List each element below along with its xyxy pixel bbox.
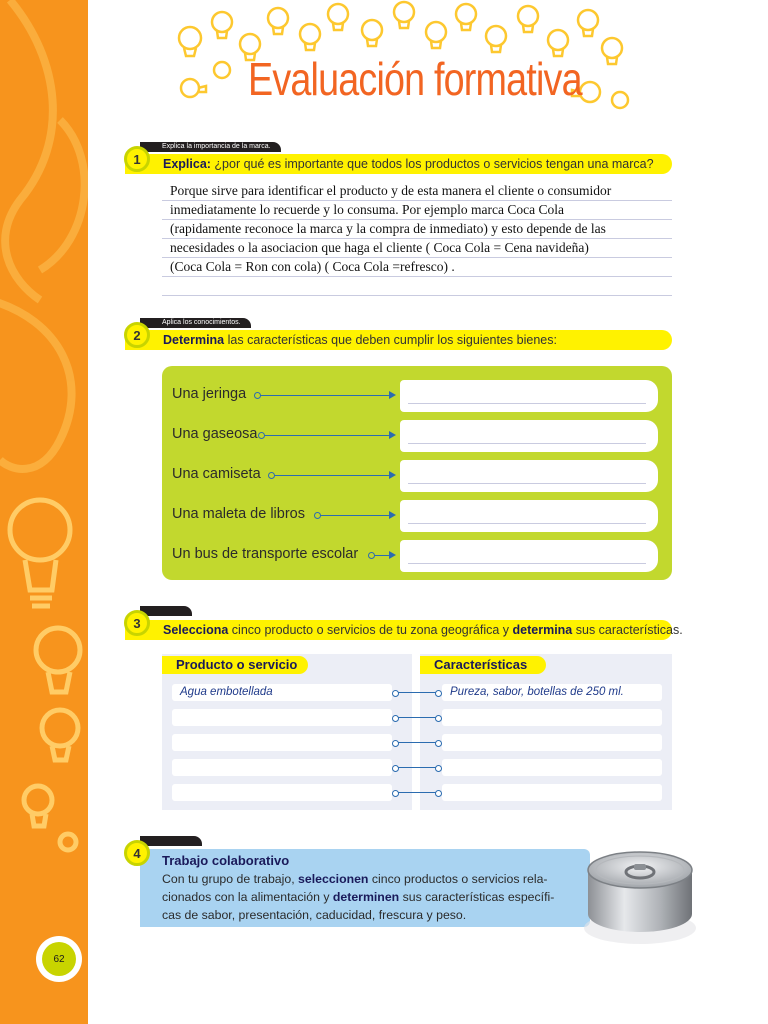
connector-icon	[396, 742, 438, 743]
q1-tab: Explica la importancia de la marca.	[140, 142, 281, 152]
connector-icon	[396, 717, 438, 718]
q4-text-3: sus características específi-cas de sabor, presentación, caducidad, frescura y peso.	[162, 890, 555, 922]
answer-line: inmediatamente lo recuerde y lo consuma. Por ejemplo marca Coca Cola	[162, 201, 672, 220]
q2-tab: Aplica los conocimientos.	[140, 318, 251, 328]
q3-prompt-bold-2: determina	[512, 623, 573, 637]
q2-item-row	[162, 538, 672, 572]
q3-col2-header: Características	[420, 656, 546, 674]
q3-prompt-bold-1: Selecciona	[163, 623, 229, 637]
connector-icon	[396, 792, 438, 793]
q3-product-cell[interactable]	[172, 709, 392, 726]
q3-product-cell[interactable]	[172, 759, 392, 776]
q1-number-badge: 1	[124, 146, 150, 172]
q2-item-label: Una jeringa	[172, 386, 247, 402]
connector-icon	[396, 692, 438, 693]
q2-number-badge: 2	[124, 322, 150, 348]
tin-can-image	[580, 828, 700, 946]
q2-item-row	[162, 418, 672, 452]
q2-answer-field[interactable]	[400, 540, 658, 572]
arrow-icon	[258, 395, 394, 396]
answer-line	[162, 277, 672, 296]
q3-product-cell[interactable]	[172, 784, 392, 801]
q2-item-row	[162, 378, 672, 412]
q1-prompt-text: ¿por qué es importante que todos los productos o servicios tengan una marca?	[210, 157, 654, 171]
q4-bold-2: determinen	[332, 890, 400, 904]
q2-prompt-bold: Determina	[163, 333, 225, 347]
q2-item-label: Un bus de transporte escolar	[172, 546, 359, 562]
q1-prompt	[125, 154, 672, 174]
q2-item-label: Una camiseta	[172, 466, 261, 482]
q4-text-1: Con tu grupo de trabajo,	[162, 872, 299, 886]
q3-features-cell[interactable]	[442, 734, 662, 751]
q1-answer-area[interactable]	[162, 182, 672, 296]
connector-icon	[396, 767, 438, 768]
q3-features-cell[interactable]: Pureza, sabor, botellas de 250 ml.	[442, 684, 662, 701]
arrow-icon	[372, 555, 394, 556]
q4-number-badge: 4	[124, 840, 150, 866]
arrow-icon	[262, 435, 394, 436]
answer-line: (rapidamente reconoce la marca y la compra de inmediato) y esto depende de las	[162, 220, 672, 239]
q4-tab	[140, 836, 202, 846]
q3-product-cell[interactable]: Agua embotellada	[172, 684, 392, 701]
q2-item-label: Una maleta de libros	[172, 506, 305, 522]
side-decoration-bar	[0, 0, 88, 1024]
page-number-label: 62	[42, 942, 76, 976]
q2-item-label: Una gaseosa	[172, 426, 258, 442]
arrow-icon	[318, 515, 394, 516]
answer-line: necesidades o la asociacion que haga el cliente ( Coca Cola = Cena navideña)	[162, 239, 672, 258]
q2-item-row	[162, 458, 672, 492]
q3-prompt-text-2: sus características.	[572, 623, 683, 637]
q4-text-2: cinco productos o servicios rela-cionados con la alimentación y	[162, 872, 548, 904]
q1-prompt-bold: Explica:	[163, 157, 211, 171]
q3-features-cell[interactable]	[442, 759, 662, 776]
lightbulb-pattern-icon	[0, 0, 88, 1024]
answer-line: Porque sirve para identificar el producto y de esta manera el cliente o consumidor	[162, 182, 672, 201]
q3-col1-header: Producto o servicio	[162, 656, 308, 674]
q4-collaborative-box	[140, 849, 590, 927]
q2-prompt	[125, 330, 672, 350]
q2-answer-field[interactable]	[400, 420, 658, 452]
page-number	[36, 936, 82, 982]
q4-instructions	[162, 870, 562, 924]
q3-features-cell[interactable]	[442, 784, 662, 801]
q2-items-panel	[162, 366, 672, 580]
page-title: Evaluación formativa	[248, 53, 582, 105]
q2-prompt-text: las características que deben cumplir los siguientes bienes:	[224, 333, 557, 347]
q3-number-badge: 3	[124, 610, 150, 636]
q4-bold-1: seleccionen	[298, 872, 369, 886]
q4-title: Trabajo colaborativo	[162, 853, 290, 868]
q2-answer-field[interactable]	[400, 380, 658, 412]
q3-product-cell[interactable]	[172, 734, 392, 751]
q3-tab	[140, 606, 192, 616]
arrow-icon	[272, 475, 394, 476]
q3-prompt	[125, 620, 683, 640]
q2-answer-field[interactable]	[400, 460, 658, 492]
answer-line: (Coca Cola = Ron con cola) ( Coca Cola =refresco) .	[162, 258, 672, 277]
q2-answer-field[interactable]	[400, 500, 658, 532]
q3-features-cell[interactable]	[442, 709, 662, 726]
q2-item-row	[162, 498, 672, 532]
q3-prompt-text-1: cinco producto o servicios de tu zona geográfica y	[228, 623, 513, 637]
